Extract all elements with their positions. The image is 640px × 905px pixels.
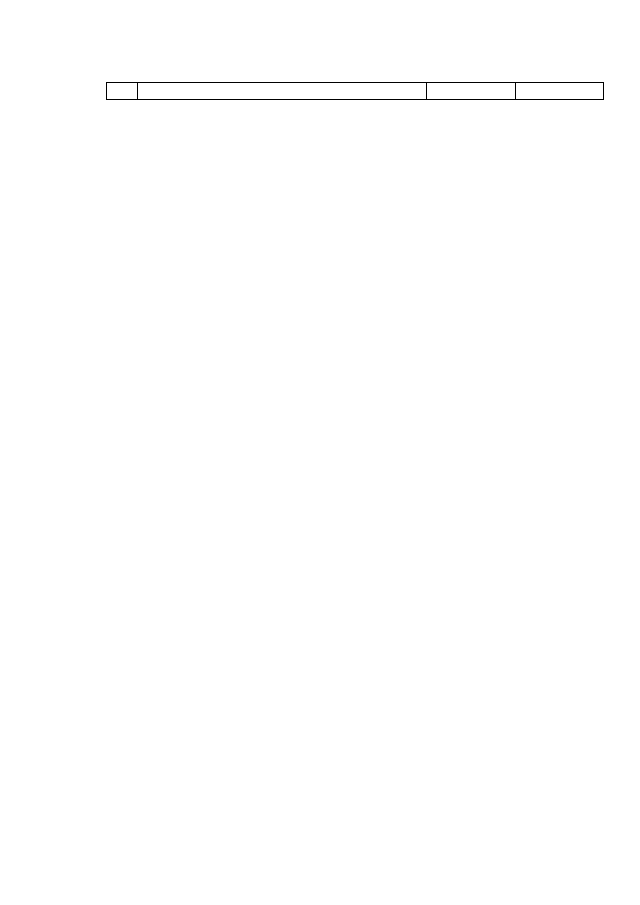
header-col-3 — [427, 83, 515, 100]
header-col-2 — [137, 83, 426, 100]
column-header-table — [106, 82, 604, 100]
header-col-4 — [515, 83, 604, 100]
header-col-1 — [107, 83, 138, 100]
